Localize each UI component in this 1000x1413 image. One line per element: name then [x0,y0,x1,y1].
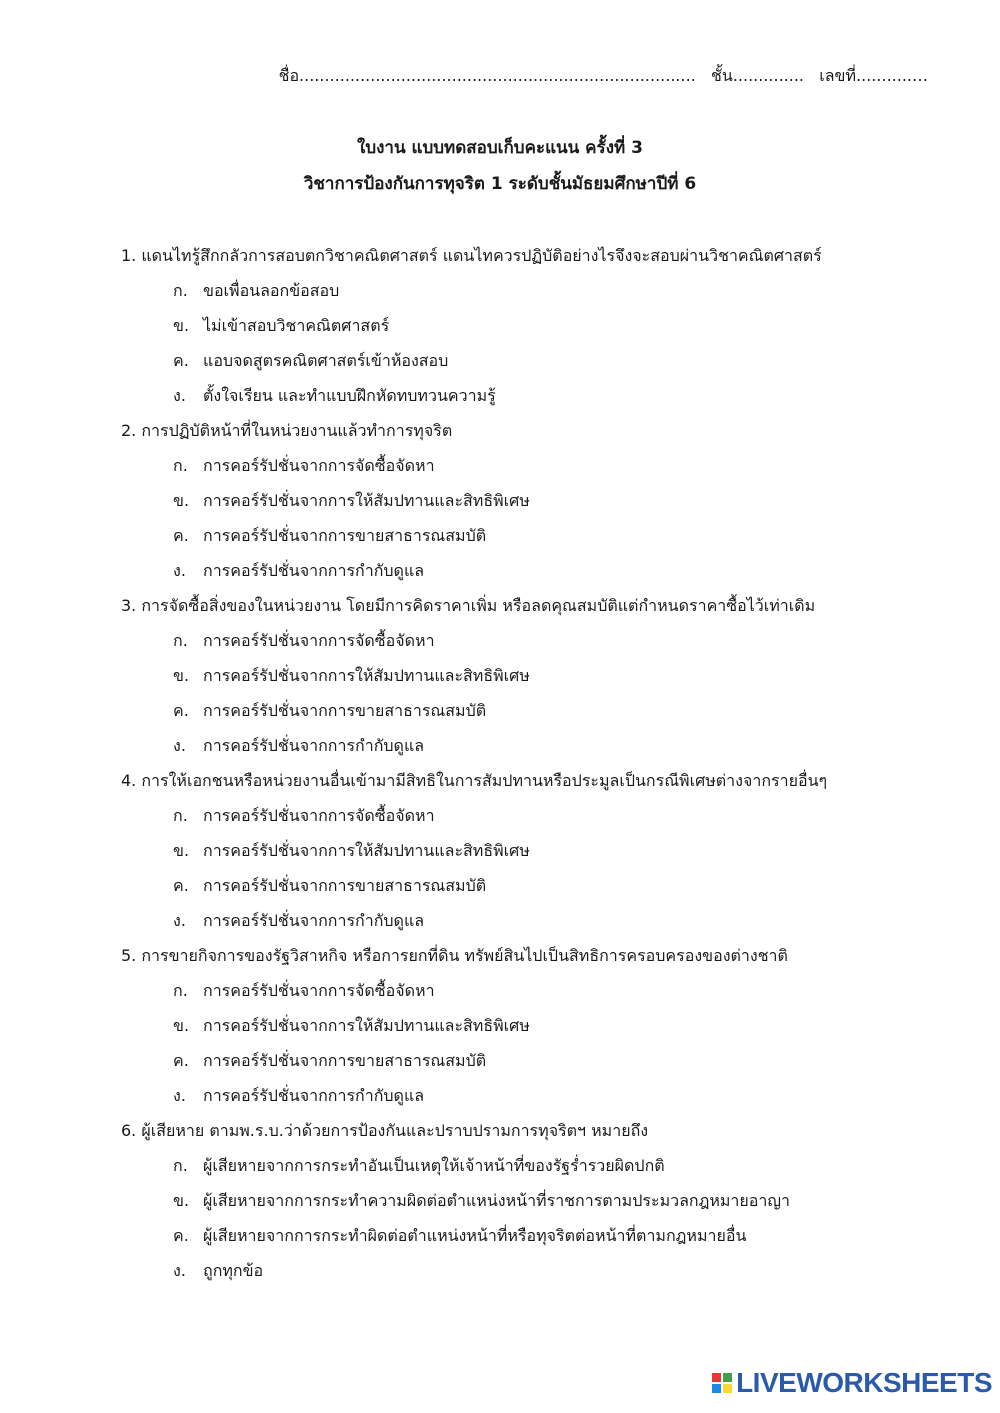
option-text: ผู้เสียหายจากการกระทำความผิดต่อตำแหน่งหน้าที่ราชการตามประมวลกฎหมายอาญา [203,1191,790,1210]
option-text: ตั้งใจเรียน และทำแบบฝึกหัดทบทวนความรู้ [203,386,496,405]
answer-option[interactable] [121,308,981,343]
question-text: 5. การขายกิจการของรัฐวิสาหกิจ หรือการยกที่ดิน ทรัพย์สินไปเป็นสิทธิการครอบครองของต่างชาติ [121,946,788,965]
option-letter: ข. [173,841,190,860]
option-letter: ก. [173,981,188,1000]
option-text: การคอร์รัปชั่นจากการให้สัมปทานและสิทธิพิเศษ [203,666,530,685]
class-blank[interactable]: .............. [732,66,805,85]
option-letter: ก. [173,806,188,825]
answer-option[interactable] [121,273,981,308]
option-text: การคอร์รัปชั่นจากการให้สัมปทานและสิทธิพิเศษ [203,1016,530,1035]
liveworksheets-logo [712,1367,992,1399]
student-info-line [279,64,928,89]
option-text: การคอร์รัปชั่นจากการขายสาธารณสมบัติ [203,526,487,545]
answer-option[interactable] [121,448,981,483]
name-blank[interactable]: .............................................................................. [299,66,696,85]
option-letter: ข. [173,1191,190,1210]
question-text: 1. แดนไทรู้สึกกลัวการสอบตกวิชาคณิตศาสตร์ แดนไทควรปฏิบัติอย่างไรจึงจะสอบผ่านวิชาคณิตศาสตร์ [121,246,822,265]
answer-option[interactable] [121,343,981,378]
option-letter: ก. [173,631,188,650]
option-text: การคอร์รัปชั่นจากการให้สัมปทานและสิทธิพิเศษ [203,841,530,860]
option-letter: ค. [173,1226,189,1245]
option-text: การคอร์รัปชั่นจากการขายสาธารณสมบัติ [203,876,487,895]
name-label: ชื่อ [278,66,300,85]
option-text: การคอร์รัปชั่นจากการขายสาธารณสมบัติ [203,701,487,720]
option-letter: ง. [173,561,186,580]
answer-option[interactable] [121,1183,981,1218]
option-text: การคอร์รัปชั่นจากการให้สัมปทานและสิทธิพิเศษ [203,491,530,510]
option-text: ผู้เสียหายจากการกระทำอันเป็นเหตุให้เจ้าหน้าที่ของรัฐร่ำรวยผิดปกติ [203,1156,665,1175]
option-letter: ง. [173,1086,186,1105]
option-text: การคอร์รัปชั่นจากการกำกับดูแล [203,1086,425,1105]
option-text: ผู้เสียหายจากการกระทำผิดต่อตำแหน่งหน้าที่หรือทุจริตต่อหน้าที่ตามกฎหมายอื่น [203,1226,747,1245]
option-letter: ง. [173,1261,186,1280]
answer-option[interactable] [121,1078,981,1113]
option-letter: ข. [173,491,190,510]
answer-option[interactable] [121,903,981,938]
answer-option[interactable] [121,728,981,763]
answer-option[interactable] [121,483,981,518]
question-text: 3. การจัดซื้อสิ่งของในหน่วยงาน โดยมีการคิดราคาเพิ่ม หรือลดคุณสมบัติแต่กำหนดราคาซื้อไว้เท่าเดิม [121,596,816,615]
answer-option[interactable] [121,658,981,693]
answer-option[interactable] [121,1043,981,1078]
option-text: ขอเพื่อนลอกข้อสอบ [203,281,340,300]
option-letter: ข. [173,1016,190,1035]
answer-option[interactable] [121,1218,981,1253]
question-list [121,238,981,1288]
answer-option[interactable] [121,1148,981,1183]
option-letter: ข. [173,316,190,335]
answer-option[interactable] [121,623,981,658]
answer-option[interactable] [121,833,981,868]
option-letter: ค. [173,1051,189,1070]
logo-squares-icon [712,1373,732,1393]
option-letter: ก. [173,456,188,475]
option-text: แอบจดสูตรคณิตศาสตร์เข้าห้องสอบ [203,351,449,370]
option-text: การคอร์รัปชั่นจากการกำกับดูแล [203,911,425,930]
number-label: เลขที่ [819,66,857,85]
option-text: ไม่เข้าสอบวิชาคณิตศาสตร์ [203,316,390,335]
subject-title: วิชาการป้องกันการทุจริต 1 ระดับชั้นมัธยมศึกษาปีที่ 6 [303,174,697,194]
option-letter: ค. [173,876,189,895]
answer-option[interactable] [121,1008,981,1043]
option-letter: ก. [173,1156,188,1175]
answer-option[interactable] [121,693,981,728]
answer-option[interactable] [121,868,981,903]
answer-option[interactable] [121,1253,981,1288]
number-blank[interactable]: ...........… [856,66,928,85]
option-letter: ง. [173,911,186,930]
answer-option[interactable] [121,798,981,833]
option-letter: ค. [173,701,189,720]
option-letter: ก. [173,281,188,300]
option-letter: ค. [173,351,189,370]
answer-option[interactable] [121,973,981,1008]
answer-option[interactable] [121,378,981,413]
option-text: การคอร์รัปชั่นจากการจัดซื้อจัดหา [203,631,435,650]
option-text: การคอร์รัปชั่นจากการจัดซื้อจัดหา [203,456,435,475]
option-letter: ง. [173,386,186,405]
option-letter: ข. [173,666,190,685]
question-text: 6. ผู้เสียหาย ตามพ.ร.บ.ว่าด้วยการป้องกันและปราบปรามการทุจริตฯ หมายถึง [121,1121,649,1140]
option-text: ถูกทุกข้อ [203,1261,264,1280]
option-text: การคอร์รัปชั่นจากการกำกับดูแล [203,736,425,755]
option-text: การคอร์รัปชั่นจากการกำกับดูแล [203,561,425,580]
option-text: การคอร์รัปชั่นจากการขายสาธารณสมบัติ [203,1051,487,1070]
option-letter: ค. [173,526,189,545]
answer-option[interactable] [121,518,981,553]
answer-option[interactable] [121,553,981,588]
option-text: การคอร์รัปชั่นจากการจัดซื้อจัดหา [203,806,435,825]
worksheet-title: ใบงาน แบบทดสอบเก็บคะแนน ครั้งที่ 3 [357,138,643,158]
option-text: การคอร์รัปชั่นจากการจัดซื้อจัดหา [203,981,435,1000]
question-text: 4. การให้เอกชนหรือหน่วยงานอื่นเข้ามามีสิทธิในการสัมปทานหรือประมูลเป็นกรณีพิเศษต่างจากรายอื่นๆ [121,771,828,790]
class-label: ชั้น [711,66,733,85]
brand-text: LIVEWORKSHEETS [736,1367,992,1398]
question-text: 2. การปฏิบัติหน้าที่ในหน่วยงานแล้วทำการทุจริต [121,421,453,440]
option-letter: ง. [173,736,186,755]
